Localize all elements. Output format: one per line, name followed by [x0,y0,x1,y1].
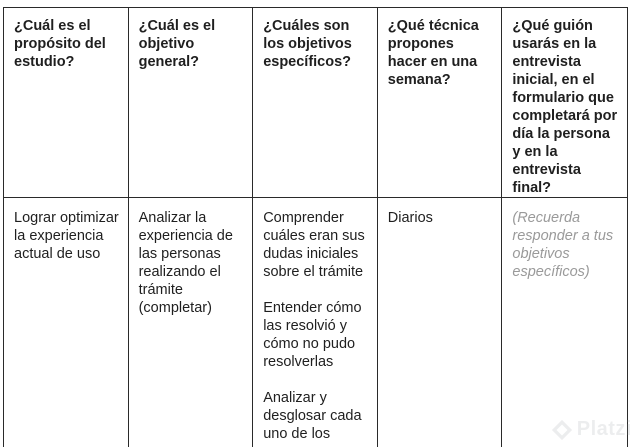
header-script: ¿Qué guión usarás en la entrevista inicial, en el formulario que completará por día la persona y en la entrevista final? [502,8,628,198]
specific-objective-3: Analizar y desglosar cada uno de los [263,390,362,442]
specific-objective-2: Entender cómo las resolvió y cómo no pudo resolverlas [263,300,362,370]
cell-script-hint: (Recuerda responder a tus objetivos específicos) [502,198,628,447]
cell-technique: Diarios [377,198,502,447]
header-technique: ¿Qué técnica propones hacer en una semana? [377,8,502,198]
table-row [4,198,628,447]
platzi-logo-icon [551,419,573,441]
cell-general-objective: Analizar la experiencia de las personas realizando el trámite (completar) [128,198,253,447]
header-general-objective: ¿Cuál es el objetivo general? [128,8,253,198]
watermark-text: Platzi [576,418,632,440]
cell-specific-objectives [253,198,378,447]
header-specific-objectives: ¿Cuáles son los objetivos específicos? [253,8,378,198]
research-plan-table [3,7,628,447]
specific-objective-1: Comprender cuáles eran sus dudas iniciales sobre el trámite [263,210,365,280]
platzi-watermark [551,418,632,441]
cell-purpose: Lograr optimizar la experiencia actual de uso [4,198,129,447]
header-purpose: ¿Cuál es el propósito del estudio? [4,8,129,198]
table-header-row [4,8,628,198]
